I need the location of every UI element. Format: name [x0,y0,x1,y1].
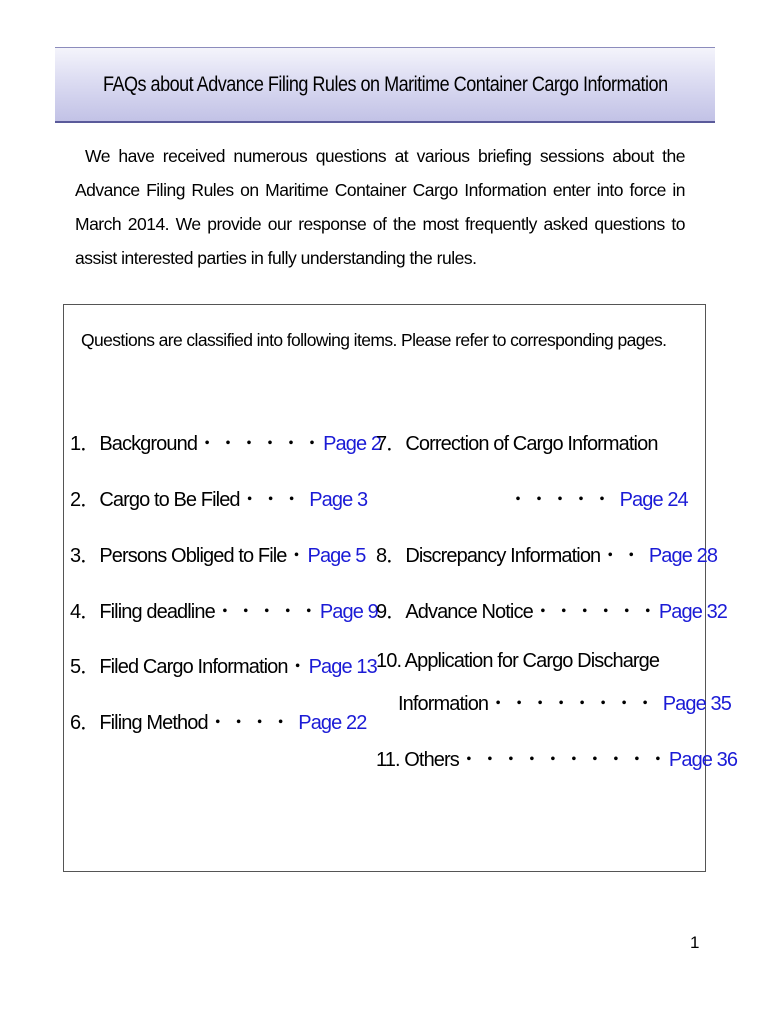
toc-item-label: 7．Correction of Cargo Information [376,433,658,455]
toc-item-page[interactable]: Page 28 [648,545,718,567]
toc-item-dots: ・・・ [239,489,310,511]
toc-item-label: 9．Advance Notice [376,601,533,623]
toc-item-cargo-to-be-filed[interactable] [70,483,367,512]
page-number: 1 [690,933,700,952]
toc-item-discrepancy[interactable] [376,539,717,568]
toc-item-dots: ・ [287,656,309,678]
intro-paragraph [75,139,685,275]
toc-item-page[interactable]: Page 3 [309,489,368,511]
toc-item-dots: ・・・・・ [508,489,620,511]
intro-text: We have received numerous questions at various briefing sessions about the Advance Filing Rules on Maritime Container Cargo Information enter into force in March 2014. We provide our response of the most frequently asked questions to assist interested parties in fully understanding the rules. [75,146,685,268]
toc-item-label: 1．Background [70,433,198,455]
toc-item-correction[interactable] [376,427,658,456]
toc-item-persons-obliged[interactable] [70,539,366,568]
toc-item-label: 2．Cargo to Be Filed [70,489,240,511]
title-banner [55,47,715,123]
toc-item-label: 8．Discrepancy Information [376,545,601,567]
toc-item-dots: ・・ [600,545,649,567]
toc-item-page[interactable]: Page 13 [308,656,377,678]
toc-item-page[interactable]: Page 22 [298,712,367,734]
toc-item-advance-notice[interactable] [376,595,727,624]
toc-item-page[interactable]: Page 32 [658,601,728,623]
toc-item-page[interactable]: Page 35 [662,693,731,715]
toc-item-filing-method[interactable] [70,706,366,735]
toc-item-dots: ・・・・・・・・ [488,693,663,715]
toc-item-dots: ・・・・ [207,712,299,734]
toc-item-label: 10. Application for Cargo Discharge [376,650,660,672]
toc-item-application-discharge-page[interactable] [398,687,731,716]
toc-item-correction-page[interactable] [508,483,688,512]
toc-item-filing-deadline[interactable] [70,595,378,624]
toc-item-label: 3．Persons Obliged to File [70,545,287,567]
toc-item-label: 11. Others [376,749,459,771]
toc-item-dots: ・・・・・・ [197,433,324,455]
toc-item-label: 6．Filing Method [70,712,208,734]
toc-item-page[interactable]: Page 24 [619,489,688,511]
toc-item-dots: ・・・・・・・・・・ [458,749,669,771]
page-title: FAQs about Advance Filing Rules on Maritime Container Cargo Information [102,72,668,96]
toc-item-label: 4．Filing deadline [70,601,215,623]
toc-item-dots: ・・・・・・ [532,601,659,623]
toc-item-dots: ・・・・・ [214,601,320,623]
toc-item-page[interactable]: Page 36 [668,749,738,771]
toc-lead: Questions are classified into following items. Please refer to corresponding pages. [81,330,667,350]
toc-item-dots: ・ [286,545,308,567]
toc-item-page[interactable]: Page 9 [319,601,378,623]
toc-item-others[interactable] [376,743,737,772]
toc-item-page[interactable]: Page 5 [307,545,366,567]
toc-item-background[interactable] [70,427,381,456]
toc-item-label: Information [398,693,489,715]
toc-item-filed-cargo-information[interactable] [70,650,377,679]
toc-item-application-discharge[interactable] [376,650,659,673]
toc-box [63,304,738,872]
toc-item-page[interactable]: Page 2 [323,433,382,455]
toc-item-label: 5．Filed Cargo Information [70,656,288,678]
